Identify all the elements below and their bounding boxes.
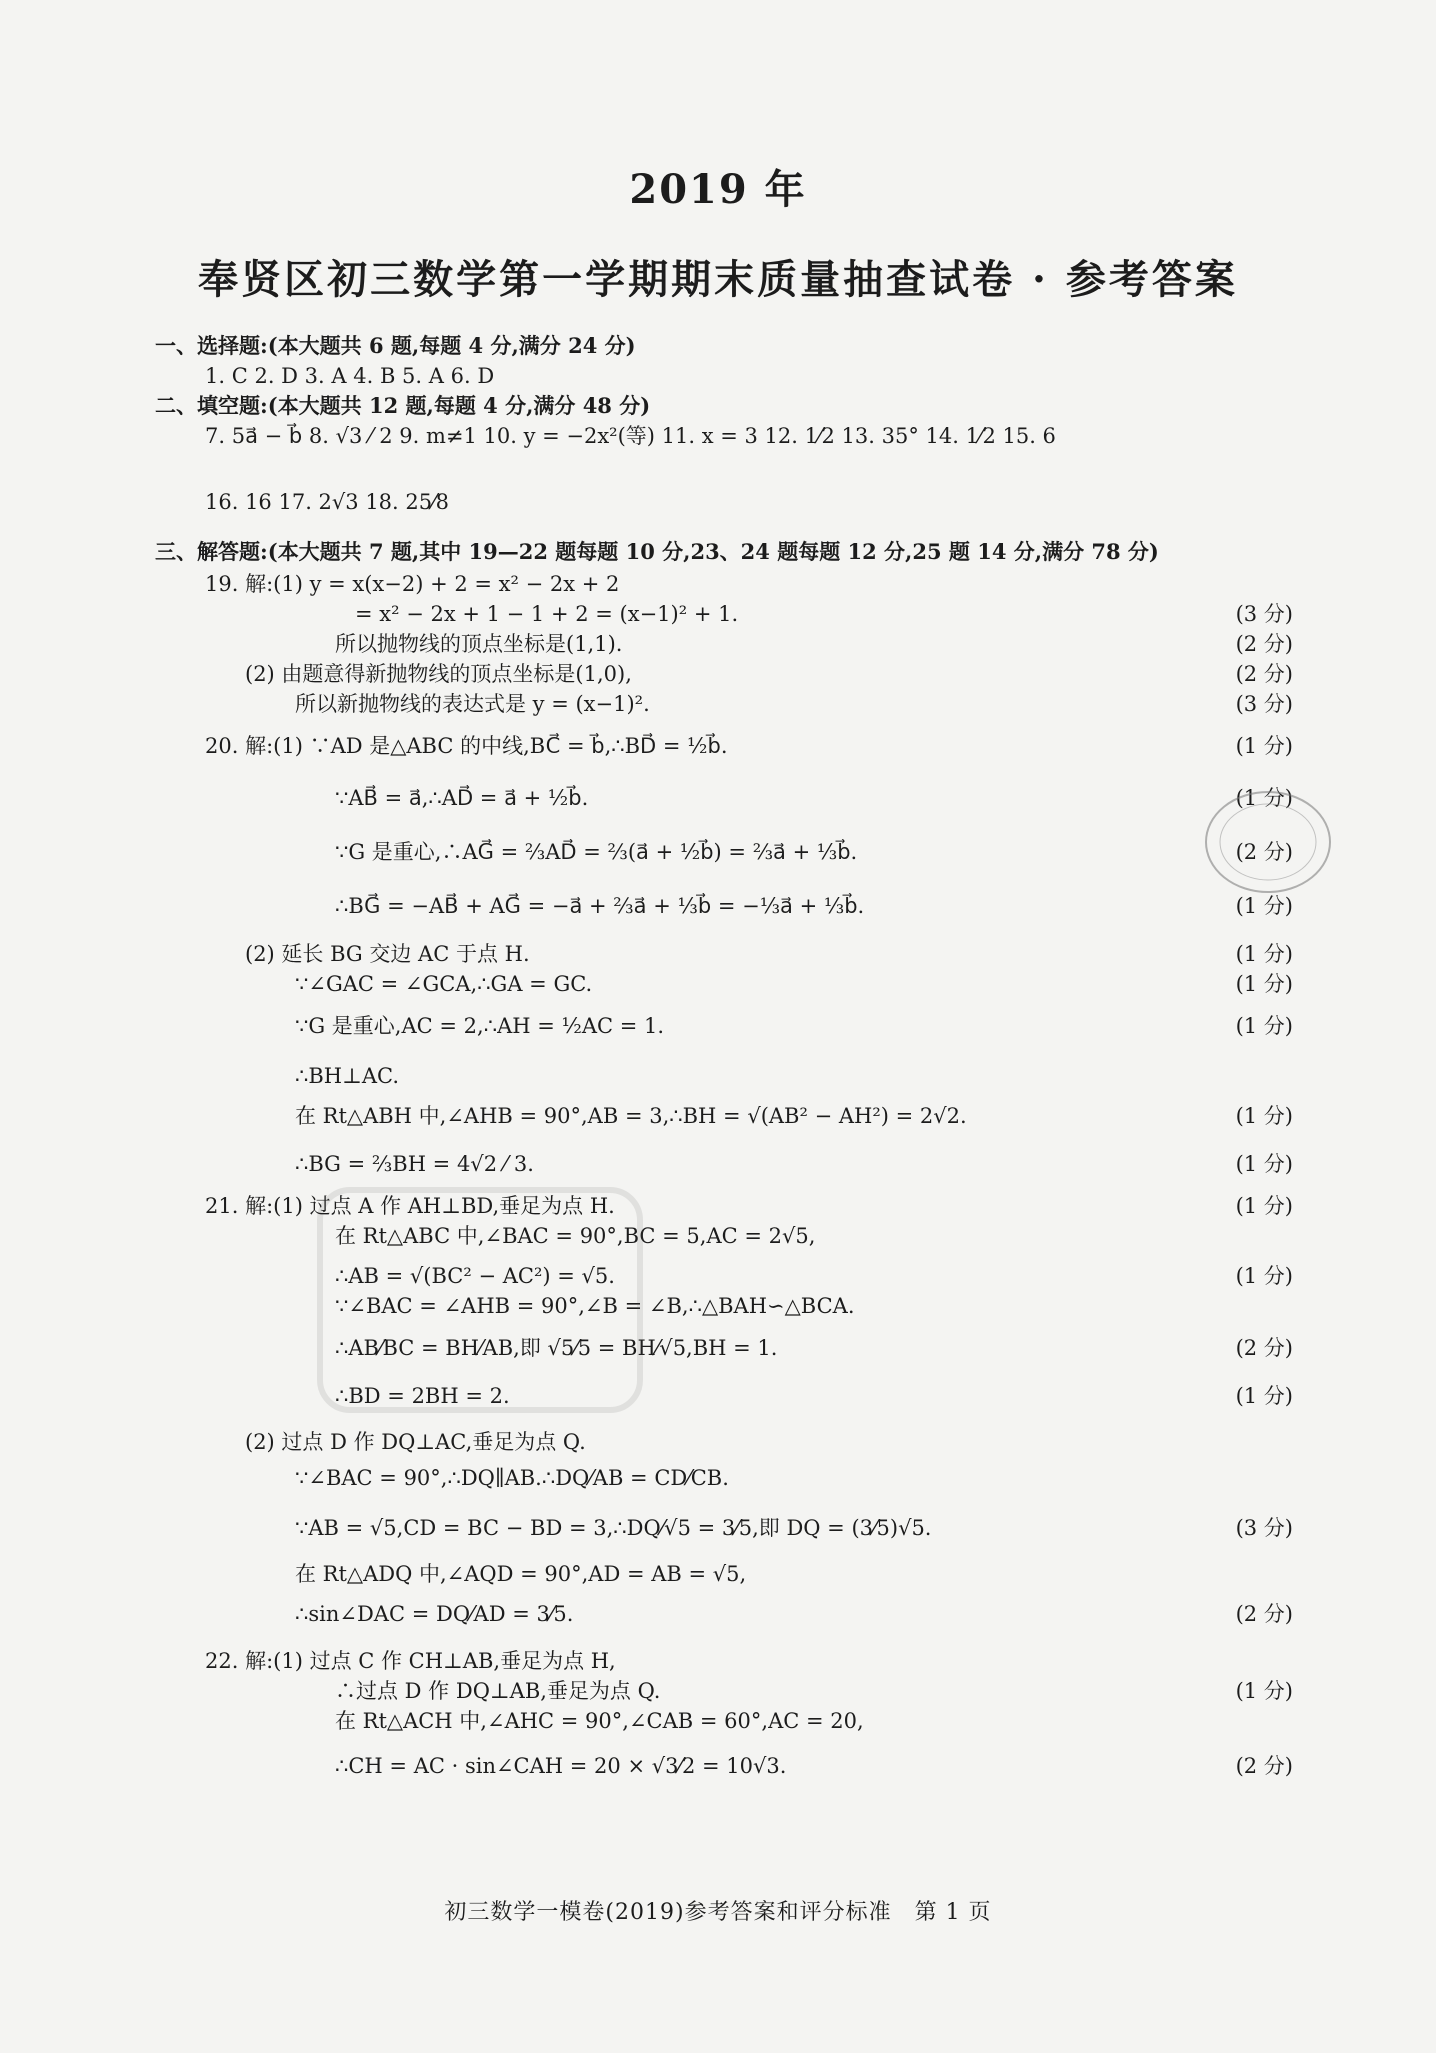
- answer-text: 20. 解:(1) ∵AD 是△ABC 的中线,BC⃗ = b⃗,∴BD⃗ = ½b⃗.: [205, 734, 728, 758]
- answer-text: ∴AB⁄BC = BH⁄AB,即 √5⁄5 = BH⁄√5,BH = 1.: [335, 1336, 778, 1360]
- score-label: (1 分): [1235, 786, 1293, 810]
- score-label: (1 分): [1235, 1264, 1293, 1288]
- page-title: 奉贤区初三数学第一学期期末质量抽查试卷 · 参考答案: [198, 256, 1238, 303]
- score-label: (2 分): [1235, 1602, 1293, 1626]
- score-label: (1 分): [1235, 1152, 1293, 1176]
- answer-text: 16. 16 17. 2√3 18. 25⁄8: [205, 490, 449, 514]
- answer-line: [0, 688, 1436, 724]
- answer-line: [0, 1462, 1436, 1498]
- score-label: (2 分): [1235, 1336, 1293, 1360]
- answer-line: [0, 1220, 1436, 1256]
- answer-line: [0, 1060, 1436, 1096]
- answer-text: 在 Rt△ACH 中,∠AHC = 90°,∠CAB = 60°,AC = 20,: [335, 1709, 864, 1733]
- section-heading: 二、填空题:(本大题共 12 题,每题 4 分,满分 48 分): [155, 393, 651, 418]
- answer-text: ∴sin∠DAC = DQ⁄AD = 3⁄5.: [295, 1602, 574, 1626]
- answer-text: 在 Rt△ABC 中,∠BAC = 90°,BC = 5,AC = 2√5,: [335, 1224, 816, 1248]
- answer-text: 22. 解:(1) 过点 C 作 CH⊥AB,垂足为点 H,: [205, 1649, 616, 1673]
- score-label: (3 分): [1235, 1516, 1293, 1540]
- answer-line: [0, 1010, 1436, 1046]
- answer-text: 7. 5a⃗ − b⃗ 8. √3 ⁄ 2 9. m≠1 10. y = −2x²(等) 11. x = 3 12. 1⁄2 13. 35° 14. 1⁄2 15. 6: [205, 424, 1056, 448]
- score-label: (2 分): [1235, 662, 1293, 686]
- answer-line: [0, 1290, 1436, 1326]
- score-label: (1 分): [1235, 942, 1293, 966]
- answer-line: [0, 1558, 1436, 1594]
- answer-text: ∵G 是重心,AC = 2,∴AH = ½AC = 1.: [295, 1014, 665, 1038]
- answer-line: [0, 1380, 1436, 1416]
- score-label: (1 分): [1235, 734, 1293, 758]
- answer-line: [0, 536, 1436, 572]
- page-year: 2019 年: [629, 166, 807, 213]
- score-label: (1 分): [1235, 1679, 1293, 1703]
- answer-text: = x² − 2x + 1 − 1 + 2 = (x−1)² + 1.: [355, 602, 739, 626]
- score-label: (3 分): [1235, 692, 1293, 716]
- answer-line: [0, 1148, 1436, 1184]
- section-heading: 一、选择题:(本大题共 6 题,每题 4 分,满分 24 分): [155, 333, 636, 358]
- answer-line: [0, 486, 1436, 522]
- score-label: (2 分): [1235, 632, 1293, 656]
- answer-text: 所以抛物线的顶点坐标是(1,1).: [335, 632, 623, 656]
- score-label: (1 分): [1235, 1104, 1293, 1128]
- answer-line: [0, 968, 1436, 1004]
- answer-text: ∴AB = √(BC² − AC²) = √5.: [335, 1264, 615, 1288]
- score-label: (1 分): [1235, 1014, 1293, 1038]
- score-label: (1 分): [1235, 894, 1293, 918]
- score-label: (1 分): [1235, 1384, 1293, 1408]
- answer-line: [0, 1705, 1436, 1741]
- answer-text: 在 Rt△ADQ 中,∠AQD = 90°,AD = AB = √5,: [295, 1562, 747, 1586]
- answer-text: ∵AB = √5,CD = BC − BD = 3,∴DQ⁄√5 = 3⁄5,即 DQ = (3⁄5)√5.: [295, 1516, 932, 1540]
- answer-text: 19. 解:(1) y = x(x−2) + 2 = x² − 2x + 2: [205, 572, 620, 596]
- answer-text: ∴CH = AC · sin∠CAH = 20 × √3⁄2 = 10√3.: [335, 1754, 787, 1778]
- answer-line: [0, 1750, 1436, 1786]
- answer-text: 所以新抛物线的表达式是 y = (x−1)².: [295, 692, 650, 716]
- answer-text: (2) 延长 BG 交边 AC 于点 H.: [245, 942, 530, 966]
- answer-text: ∴BD = 2BH = 2.: [335, 1384, 510, 1408]
- answer-text: 在 Rt△ABH 中,∠AHB = 90°,AB = 3,∴BH = √(AB² − AH²) = 2√2.: [295, 1104, 967, 1128]
- score-label: (1 分): [1235, 1194, 1293, 1218]
- answer-line: [0, 1100, 1436, 1136]
- answer-line: [0, 730, 1436, 766]
- answer-text: ∵G 是重心,∴AG⃗ = ⅔AD⃗ = ⅔(a⃗ + ½b⃗) = ⅔a⃗ + ⅓b⃗.: [335, 840, 858, 864]
- watermark-logo: [300, 1170, 660, 1430]
- section-heading: 三、解答题:(本大题共 7 题,其中 19—22 题每题 10 分,23、24 题每题 12 分,25 题 14 分,满分 78 分): [155, 539, 1159, 564]
- answer-text: ∴过点 D 作 DQ⊥AB,垂足为点 Q.: [335, 1679, 661, 1703]
- answer-line: [0, 1426, 1436, 1462]
- score-label: (2 分): [1235, 840, 1293, 864]
- answer-text: ∴BH⊥AC.: [295, 1064, 400, 1088]
- score-label: (3 分): [1235, 602, 1293, 626]
- answer-text: ∵∠BAC = 90°,∴DQ∥AB.∴DQ⁄AB = CD⁄CB.: [295, 1466, 729, 1490]
- answer-text: ∵∠BAC = ∠AHB = 90°,∠B = ∠B,∴△BAH∽△BCA.: [335, 1294, 855, 1318]
- answer-text: 1. C 2. D 3. A 4. B 5. A 6. D: [205, 364, 495, 388]
- score-label: (1 分): [1235, 972, 1293, 996]
- answer-text: ∵AB⃗ = a⃗,∴AD⃗ = a⃗ + ½b⃗.: [335, 786, 589, 810]
- answer-line: [0, 1332, 1436, 1368]
- answer-text: ∴BG⃗ = −AB⃗ + AG⃗ = −a⃗ + ⅔a⃗ + ⅓b⃗ = −⅓a⃗ + ⅓b⃗.: [335, 894, 865, 918]
- answer-text: (2) 由题意得新抛物线的顶点坐标是(1,0),: [245, 662, 632, 686]
- answer-line: [0, 1598, 1436, 1634]
- answer-line: [0, 420, 1436, 456]
- answer-line: [0, 1512, 1436, 1548]
- stamp-logo: [1198, 782, 1338, 902]
- score-label: (2 分): [1235, 1754, 1293, 1778]
- page-footer: 初三数学一模卷(2019)参考答案和评分标准 第 1 页: [444, 1900, 992, 1925]
- answer-text: 21. 解:(1) 过点 A 作 AH⊥BD,垂足为点 H.: [205, 1194, 615, 1218]
- answer-text: ∵∠GAC = ∠GCA,∴GA = GC.: [295, 972, 593, 996]
- answer-text: ∴BG = ⅔BH = 4√2 ⁄ 3.: [295, 1152, 534, 1176]
- answer-text: (2) 过点 D 作 DQ⊥AC,垂足为点 Q.: [245, 1430, 586, 1454]
